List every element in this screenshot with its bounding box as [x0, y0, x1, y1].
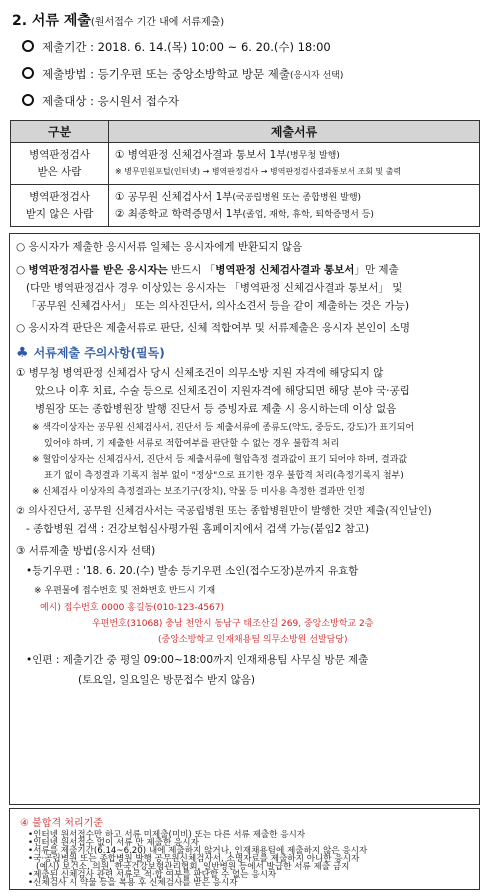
- info-period: 제출기간 : 2018. 6. 14.(목) 10:00 ~ 6. 20.(수) 18:00: [22, 39, 331, 55]
- section-title: [12, 10, 224, 30]
- documents-table: [10, 120, 480, 227]
- fail-item: •서류를 제출기간(6.14~6.20) 내에 제출하지 않거나, 인재채용팀에 제출하지 않은 응시자: [28, 846, 368, 856]
- row-documents: ① 공무원 신체검사서 1부(국공립병원 또는 종합병원 발행) ② 최종학교 학력증명서 1부(졸업, 재학, 휴학, 퇴학증명서 등): [109, 185, 480, 227]
- row-category: 병역판정검사 받은 사람: [11, 143, 109, 185]
- caution-p1-line1: ① 병무청 병역판정 신체검사 당시 신체조건이 의무소방 지원 자격에 해당되지 않: [16, 367, 384, 379]
- table-header-documents: 제출서류: [109, 121, 480, 143]
- caution-p2-sub: - 종합병원 검색 : 건강보험심사평가원 홈페이지에서 검색 가능(붙임2 참고): [26, 523, 370, 535]
- mail-note: ※ 우편물에 접수번호 및 전화번호 반드시 기재: [34, 586, 216, 596]
- caution-p1-note1b: 있어야 하며, 기 제출한 서류로 적합여부를 판단할 수 없는 경우 불합격 처리: [44, 439, 340, 449]
- visit-method: •인편 : 제출기간 중 평일 09:00~18:00까지 인재채용팀 사무실 방문 제출: [26, 654, 369, 666]
- fail-item: •인터넷 원서접수만 하고 서류 미제출(미비) 또는 다른 서류 제출한 응시자: [28, 830, 306, 840]
- note-eligibility: ○ 응시자격 판단은 제출서류로 판단, 신체 적합여부 및 서류제출은 응시자 본인이 소명: [16, 322, 411, 334]
- info-method: 제출방법 : 등기우편 또는 중앙소방학교 방문 제출(응시자 선택): [22, 66, 343, 82]
- section-title-note: (원서접수 기간 내에 서류제출): [90, 17, 225, 28]
- caution-p1-line2: 았으나 이후 치료, 수술 등으로 신체조건이 지원자격에 해당되면 해당 분야 국·공립: [35, 385, 410, 397]
- notes-box: [9, 233, 480, 805]
- caution-p1-note2: ※ 혈압이상자는 신체검사서, 진단서 등 제출서류에 혈압측정 결과값이 표기 되어야 하며, 결과값: [32, 455, 408, 465]
- note-military-check: ○ 병역판정검사를 받은 응시자는 반드시 「병역판정 신체검사결과 통보서」만 제출: [16, 264, 399, 276]
- table-header-category: 구분: [11, 121, 109, 143]
- caution-p1-note1: ※ 색각이상자는 공무원 신체검사서, 진단서 등 제출서류에 종류도(약도, 중등도, 강도)가 표기되어: [32, 423, 415, 433]
- table-row: [11, 143, 480, 185]
- caution-heading: ♣ 서류제출 주의사항(필독): [16, 345, 165, 361]
- note-military-detail-1: (다만 병역판정검사 경우 이상있는 응시자는 「병역판정 신체검사결과 통보서」 및: [26, 282, 403, 294]
- fail-title: ④ 불합격 처리기준: [20, 818, 103, 829]
- club-icon: ♣: [16, 345, 29, 361]
- fail-item: •신체검사 시 약물 등을 복용 후 신체검사를 받은 응시자: [28, 878, 238, 888]
- circle-bullet-icon: [22, 67, 34, 79]
- caution-p2: ② 의사진단서, 공무원 신체검사서는 국공립병원 또는 종합병원만이 발행한 것만 제출(직인날인): [16, 506, 432, 517]
- circle-bullet-icon: [22, 94, 34, 106]
- caution-p1-note2b: 표기 없이 측정결과 기록지 첨부 없이 "정상"으로 표기한 경우 불합격 처리(측정기록지 첨부): [44, 471, 404, 481]
- row-category: 병역판정검사 받지 않은 사람: [11, 185, 109, 227]
- fail-item: •제출된 신체검사 관련 서류로 적·합 여부를 판단할 수 없는 응시자: [28, 870, 277, 880]
- note-military-detail-2: 「공무원 신체검사서」 또는 의사진단서, 의사소견서 등을 같이 제출하는 것은 가능): [26, 300, 410, 312]
- caution-p1-note3: ※ 신체검사 이상자의 측정결과는 보조기구(장치), 약물 등 미사용 측정한 결과만 인정: [32, 487, 365, 497]
- mail-recipient: (중앙소방학교 인재채용팀 의무소방원 선발담당): [158, 635, 348, 645]
- caution-p3: ③ 서류제출 방법(응시자 선택): [16, 545, 156, 557]
- mail-method: •등기우편 : '18. 6. 20.(수) 발송 등기우편 소인(접수도장)분까지 유효함: [26, 565, 359, 577]
- mail-example: 예시) 접수번호 0000 홍길동(010-123-4567): [40, 603, 225, 613]
- mail-address: 우편번호(31068) 충남 천안시 동남구 태조산길 269, 중앙소방학교 2층: [92, 619, 374, 629]
- fail-item-example: (예시) 보건소, 의원, 한국건강보험관리협회, 일반병원 등에서 발급한 서류 제출 금지: [36, 862, 350, 872]
- fail-item: •국·공립병원 또는 종합병원 발행 공무원신체검사서, 소명자료를 제출하지 아니한 응시자: [28, 854, 360, 864]
- caution-p1-line3: 병원장 또는 종합병원장 발행 진단서 등 증빙자료 제출 시 응시하는데 이상 없음: [35, 403, 397, 415]
- row-documents: ① 병역판정 신체검사결과 통보서 1부(병무청 발행) ※ 병무민원포털(인터넷) → 병역판정검사 → 병역판정검사결과통보서 조회 및 출력: [109, 143, 480, 185]
- circle-bullet-icon: [22, 40, 34, 52]
- fail-item: •인터넷 원서접수 없이 서류 만 제출한 응시자: [28, 838, 199, 848]
- info-target: 제출대상 : 응시원서 접수자: [22, 93, 179, 109]
- table-row: [11, 185, 480, 227]
- section-title-text: 2. 서류 제출: [12, 13, 91, 29]
- note-return: ○ 응시자가 제출한 응시서류 일체는 응시자에게 반환되지 않음: [16, 241, 303, 253]
- visit-note: (토요일, 일요일은 방문접수 받지 않음): [78, 674, 256, 686]
